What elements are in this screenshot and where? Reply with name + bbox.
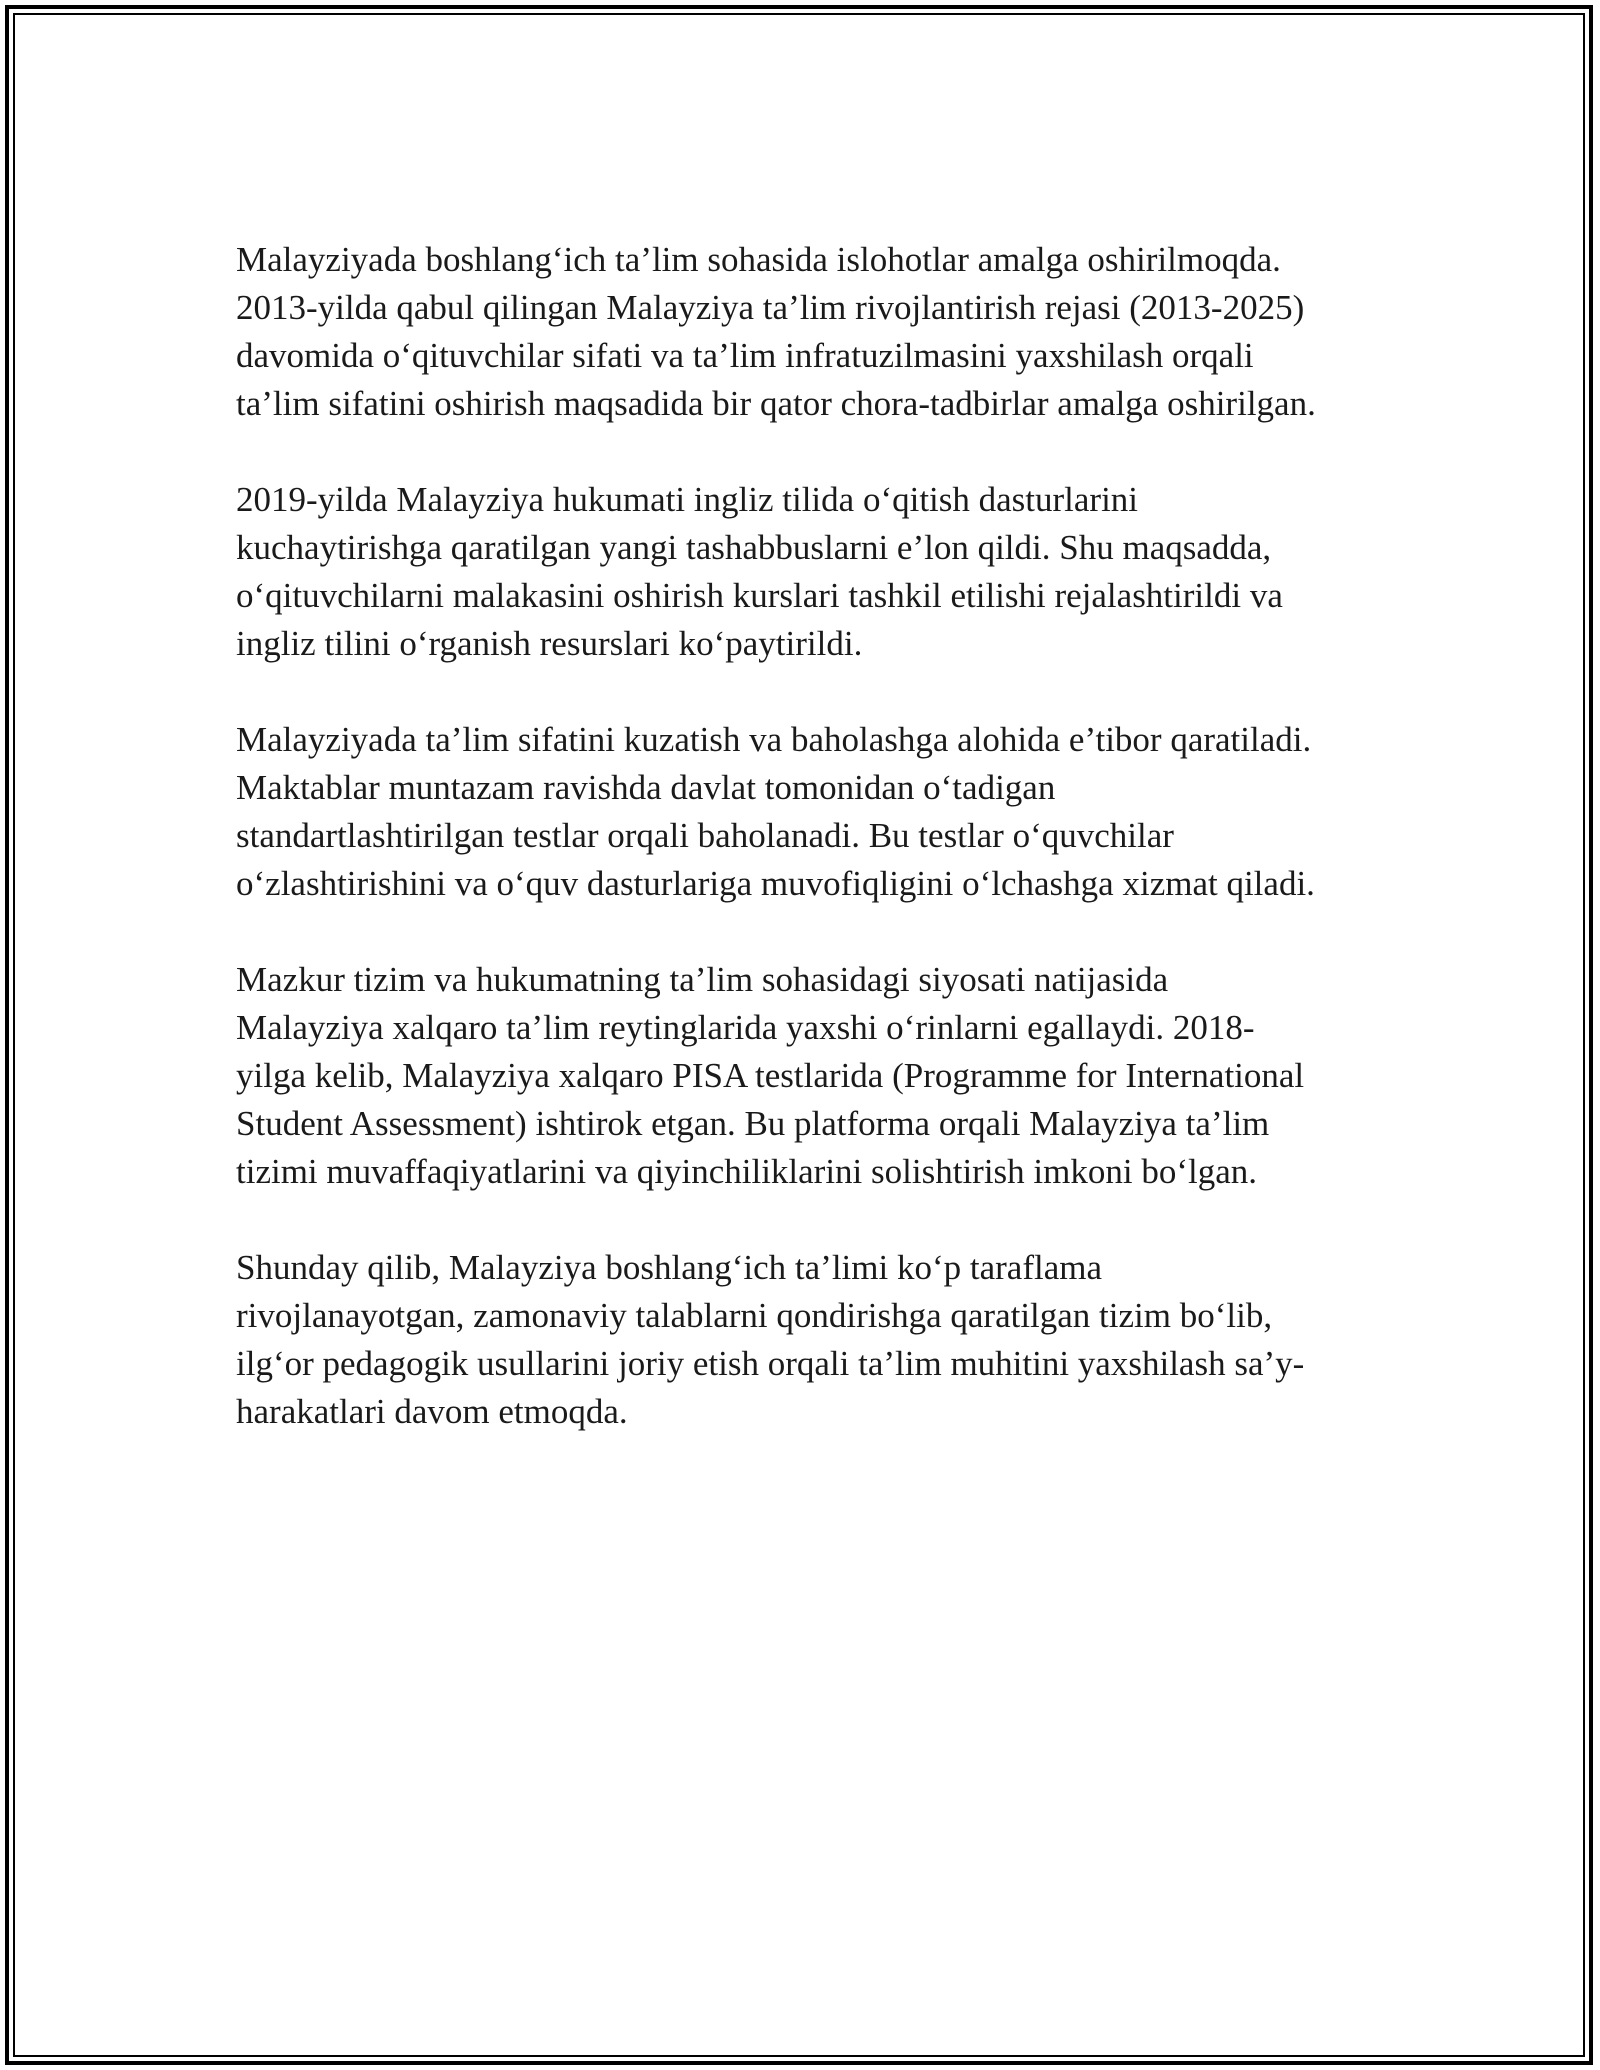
text-line: Maktablar muntazam ravishda davlat tomonidan o‘tadigan	[236, 768, 1056, 807]
paragraph-3	[236, 716, 1386, 908]
text-line: standartlashtirilgan testlar orqali baholanadi. Bu testlar o‘quvchilar	[236, 816, 1174, 855]
paragraph-2	[236, 476, 1386, 668]
text-line: Malayziya xalqaro ta’lim reytinglarida yaxshi o‘rinlarni egallaydi. 2018-	[236, 1008, 1255, 1047]
text-line: 2019-yilda Malayziya hukumati ingliz tilida o‘qitish dasturlarini	[236, 480, 1139, 519]
paragraph-4	[236, 956, 1386, 1196]
text-line: ta’lim sifatini oshirish maqsadida bir qator chora-tadbirlar amalga oshirilgan.	[236, 384, 1316, 423]
text-line: Mazkur tizim va hukumatning ta’lim sohasidagi siyosati natijasida	[236, 960, 1169, 999]
text-line: davomida o‘qituvchilar sifati va ta’lim infratuzilmasini yaxshilash orqali	[236, 336, 1254, 375]
text-line: 2013-yilda qabul qilingan Malayziya ta’lim rivojlantirish rejasi (2013-2025)	[236, 288, 1305, 327]
text-line: rivojlanayotgan, zamonaviy talablarni qondirishga qaratilgan tizim bo‘lib,	[236, 1296, 1273, 1335]
text-line: tizimi muvaffaqiyatlarini va qiyinchiliklarini solishtirish imkoni bo‘lgan.	[236, 1152, 1257, 1191]
paragraph-5	[236, 1244, 1386, 1436]
paragraph-1	[236, 236, 1386, 428]
text-line: o‘zlashtirishini va o‘quv dasturlariga muvofiqligini o‘lchashga xizmat qiladi.	[236, 864, 1315, 903]
text-line: harakatlari davom etmoqda.	[236, 1392, 628, 1431]
text-line: o‘qituvchilarni malakasini oshirish kurslari tashkil etilishi rejalashtirildi va	[236, 576, 1283, 615]
text-line: yilga kelib, Malayziya xalqaro PISA testlarida (Programme for International	[236, 1056, 1305, 1095]
text-line: Student Assessment) ishtirok etgan. Bu platforma orqali Malayziya ta’lim	[236, 1104, 1270, 1143]
text-line: ingliz tilini o‘rganish resurslari ko‘paytirildi.	[236, 624, 863, 663]
text-line: Malayziyada ta’lim sifatini kuzatish va baholashga alohida e’tibor qaratiladi.	[236, 720, 1312, 759]
text-line: Malayziyada boshlang‘ich ta’lim sohasida islohotlar amalga oshirilmoqda.	[236, 240, 1281, 279]
text-line: ilg‘or pedagogik usullarini joriy etish orqali ta’lim muhitini yaxshilash sa’y-	[236, 1344, 1305, 1383]
text-line: kuchaytirishga qaratilgan yangi tashabbuslarni e’lon qildi. Shu maqsadda,	[236, 528, 1272, 567]
text-line: Shunday qilib, Malayziya boshlang‘ich ta’limi ko‘p taraflama	[236, 1248, 1103, 1287]
document-body	[236, 236, 1386, 1484]
